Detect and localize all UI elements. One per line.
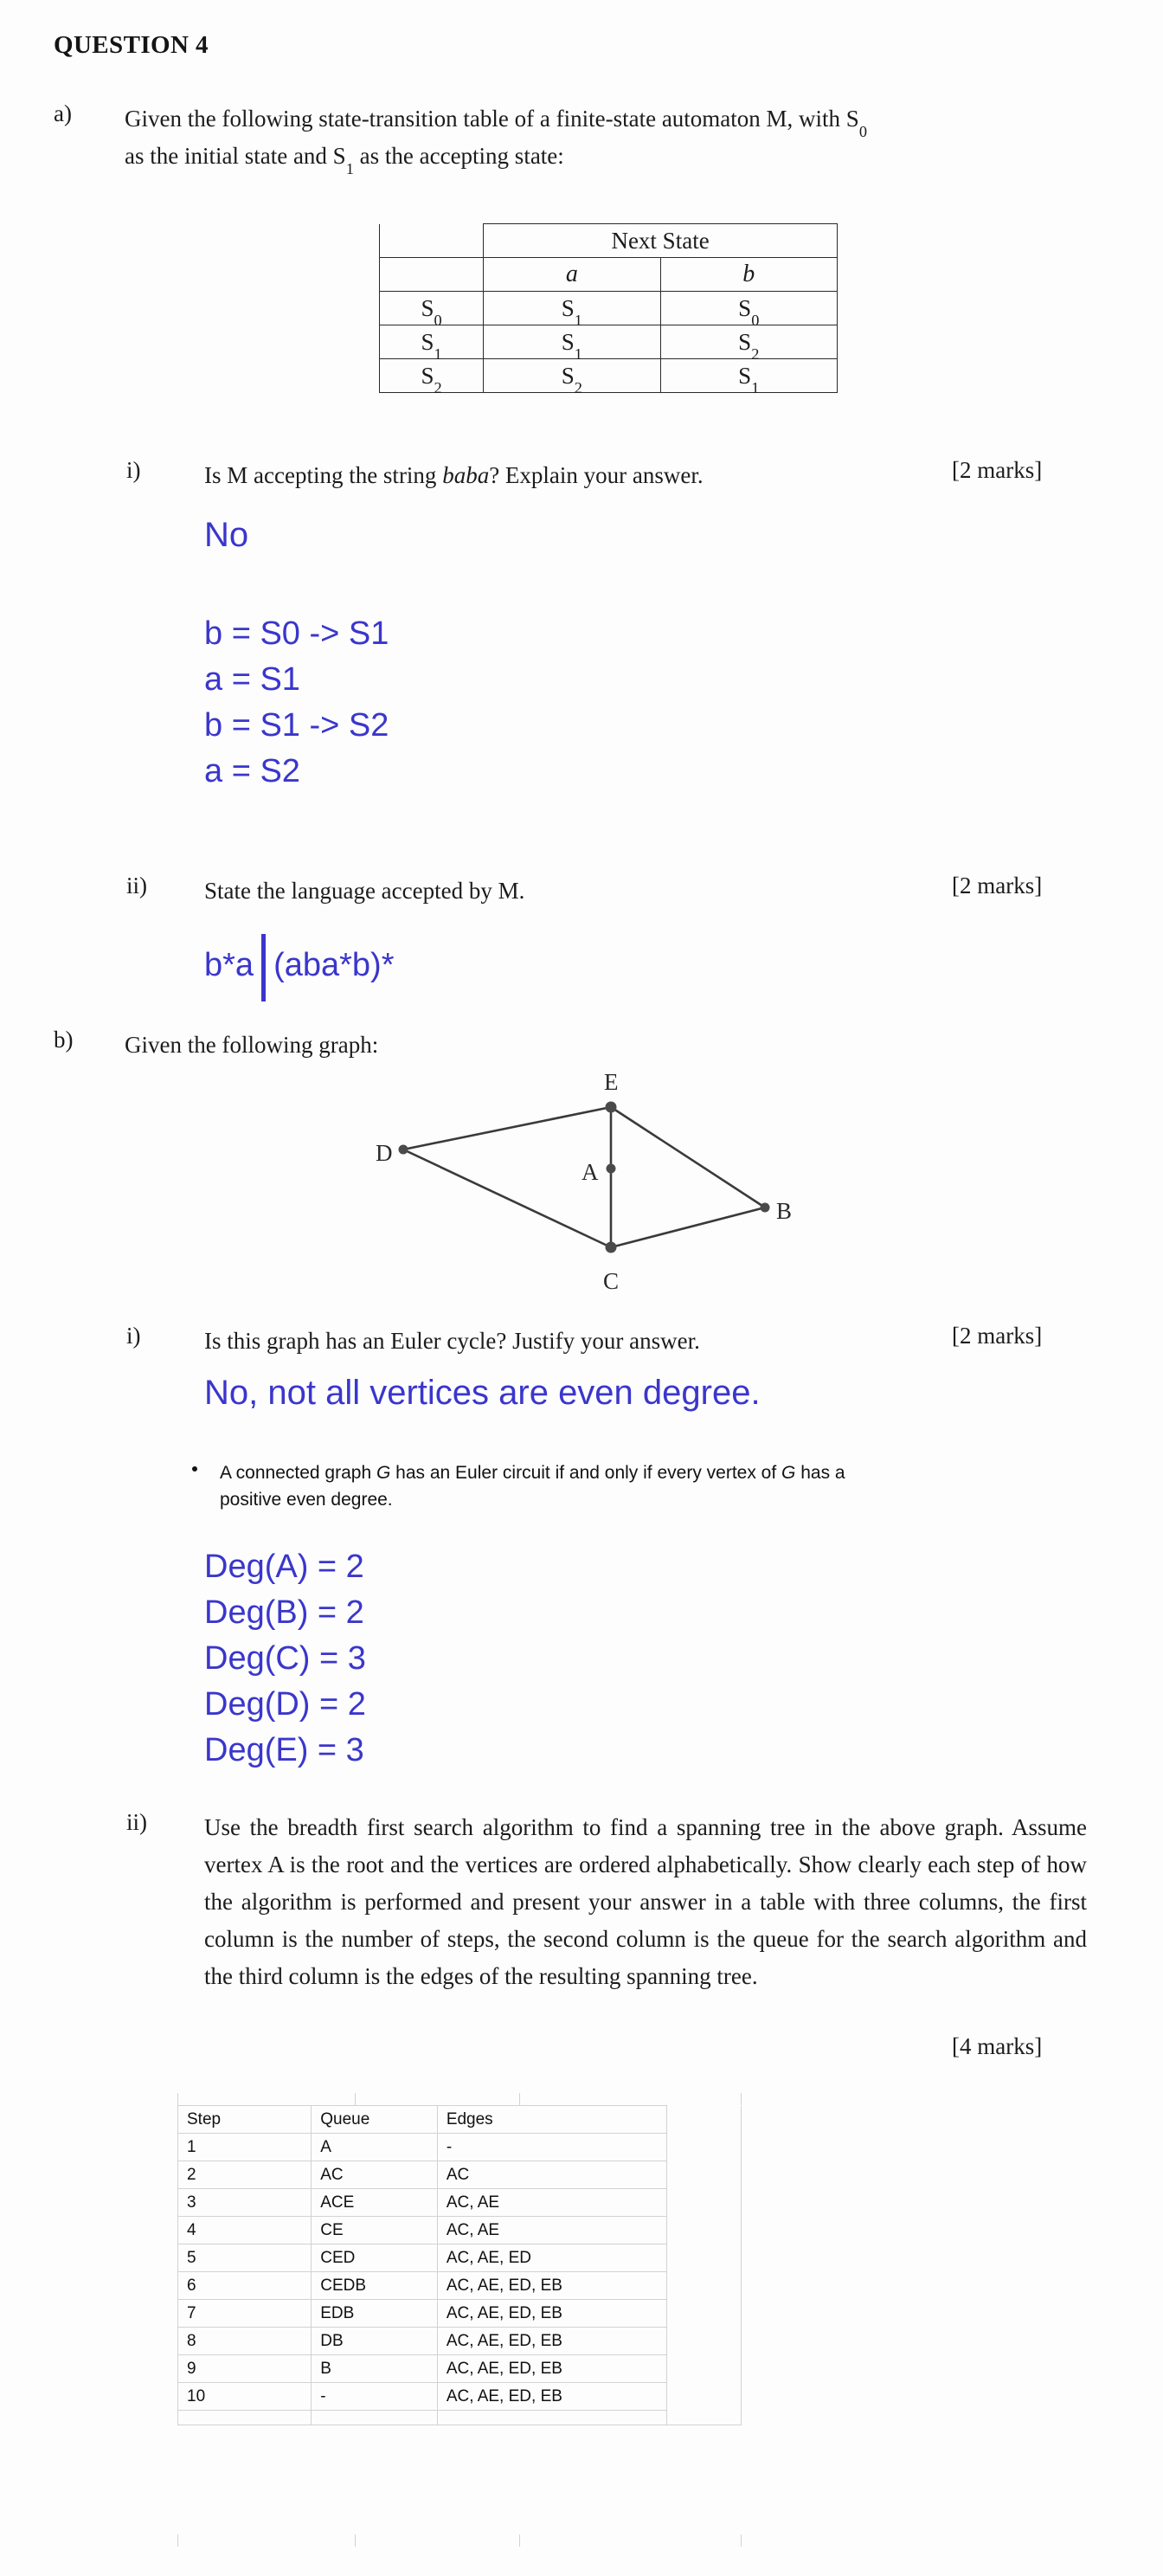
transition-empty-cell xyxy=(380,258,484,292)
language-right-term: (aba*b)* xyxy=(273,947,395,983)
grid-tick xyxy=(519,2093,520,2105)
part-a-prompt-line2-post: as the accepting state: xyxy=(353,143,564,169)
bfs-trailing xyxy=(667,2217,742,2244)
transition-2-b xyxy=(660,359,837,397)
bfs-footer-cell xyxy=(178,2411,312,2425)
vertex-dot-C xyxy=(606,1242,617,1253)
state-transition-table xyxy=(379,223,838,397)
table-row xyxy=(178,2272,742,2300)
a-i-marks: [2 marks] xyxy=(952,457,1043,483)
vertex-label-E: E xyxy=(604,1069,619,1095)
graph-figure xyxy=(346,1060,831,1311)
edge-CB xyxy=(611,1208,765,1247)
grid-tick xyxy=(177,2534,178,2547)
vertex-label-A: A xyxy=(582,1159,599,1185)
note-pre: A connected graph xyxy=(220,1463,376,1483)
grid-tick xyxy=(741,2093,742,2105)
bfs-queue: EDB xyxy=(312,2300,438,2328)
bfs-trailing xyxy=(667,2355,742,2383)
bfs-footer-cell xyxy=(437,2411,666,2425)
bfs-edges: AC, AE, ED, EB xyxy=(437,2355,666,2383)
euler-note-text xyxy=(220,1459,910,1513)
trace-line: b = S1 -> S2 xyxy=(204,707,389,744)
bfs-step: 5 xyxy=(178,2244,312,2272)
bfs-header-edges: Edges xyxy=(437,2106,666,2134)
b-i-question: Is this graph has an Euler cycle? Justify your answer. xyxy=(204,1328,700,1354)
b-ii-marker: ii) xyxy=(126,1809,147,1835)
bfs-trailing xyxy=(667,2189,742,2217)
b-i-marks: [2 marks] xyxy=(952,1323,1043,1349)
vertex-label-D: D xyxy=(376,1140,393,1166)
bfs-step: 6 xyxy=(178,2272,312,2300)
bfs-step: 1 xyxy=(178,2134,312,2161)
bfs-step: 3 xyxy=(178,2189,312,2217)
language-left-term: b*a xyxy=(204,947,254,983)
bfs-queue: CEDB xyxy=(312,2272,438,2300)
grid-tick xyxy=(519,2534,520,2547)
edge-EB xyxy=(611,1107,765,1208)
a-i-question-pre: Is M accepting the string xyxy=(204,462,443,488)
a-i-answer-trace xyxy=(204,611,389,795)
table-row xyxy=(380,325,838,359)
a-i-marker: i) xyxy=(126,457,141,483)
degree-line: Deg(C) = 3 xyxy=(204,1640,366,1677)
vertex-dot-D xyxy=(399,1145,408,1155)
a-ii-marker: ii) xyxy=(126,873,147,898)
note-mid: has an Euler circuit if and only if every vertex of xyxy=(390,1463,782,1483)
bfs-queue: B xyxy=(312,2355,438,2383)
bfs-table-bottom-ticks xyxy=(177,2534,742,2547)
degree-line: Deg(E) = 3 xyxy=(204,1732,364,1768)
part-b-prompt: Given the following graph: xyxy=(125,1032,379,1058)
b-ii-marks: [4 marks] xyxy=(952,2033,1043,2059)
bfs-edges: - xyxy=(437,2134,666,2161)
table-row xyxy=(380,359,838,393)
trace-line: a = S2 xyxy=(204,753,300,789)
transition-state-2 xyxy=(380,359,484,397)
bfs-step: 4 xyxy=(178,2217,312,2244)
transition-state-1 xyxy=(380,325,484,364)
b-i-degree-list xyxy=(204,1544,366,1774)
part-a-prompt-sub0: 0 xyxy=(858,122,867,140)
state-index: 2 xyxy=(574,379,582,397)
bullet-dot-icon xyxy=(192,1466,197,1472)
a-ii-answer-language xyxy=(204,934,394,1001)
vertex-label-C: C xyxy=(603,1268,620,1294)
transition-col-a: a xyxy=(484,258,660,292)
bfs-step: 10 xyxy=(178,2383,312,2411)
state-letter: S xyxy=(738,362,752,389)
part-a-marker: a) xyxy=(54,100,72,126)
b-ii-question: Use the breadth first search algorithm to find a spanning tree in the above graph. Assume vertex A is the root and the vertices are ordered alphabetically. Show clearly each step of how the algorithm is performed and present your answer in a table with three columns, the first column is the number of steps, the second column is the queue for the search algorithm and the third column is the edges of the resulting spanning tree. xyxy=(204,1814,1087,1989)
edge-DE xyxy=(403,1107,611,1150)
state-letter: S xyxy=(561,362,575,389)
part-a-prompt-sub1: 1 xyxy=(345,159,354,177)
bfs-trailing xyxy=(667,2272,742,2300)
bfs-edges: AC, AE, ED, EB xyxy=(437,2328,666,2355)
transition-0-a xyxy=(484,292,660,330)
table-row xyxy=(178,2244,742,2272)
a-ii-question: State the language accepted by M. xyxy=(204,878,525,904)
transition-0-b xyxy=(660,292,837,330)
part-b-marker: b) xyxy=(54,1027,74,1053)
transition-symbol-row xyxy=(380,258,838,292)
edge-DC xyxy=(403,1150,611,1247)
grid-tick xyxy=(355,2534,356,2547)
state-index: 0 xyxy=(434,312,442,330)
state-letter: S xyxy=(421,294,434,321)
transition-header-row xyxy=(380,224,838,258)
bfs-table-footer-row xyxy=(178,2411,742,2425)
a-i-answer-short: No xyxy=(204,516,249,554)
vertex-dot-E xyxy=(606,1102,617,1113)
state-letter: S xyxy=(421,328,434,355)
bfs-result-table xyxy=(177,2105,742,2425)
state-index: 1 xyxy=(574,345,582,364)
bfs-edges: AC, AE, ED xyxy=(437,2244,666,2272)
bfs-edges: AC, AE xyxy=(437,2189,666,2217)
bfs-step: 8 xyxy=(178,2328,312,2355)
bfs-edges: AC, AE xyxy=(437,2217,666,2244)
bfs-trailing xyxy=(667,2134,742,2161)
a-i-question-post: ? Explain your answer. xyxy=(489,462,704,488)
grid-tick xyxy=(741,2534,742,2547)
bfs-queue: ACE xyxy=(312,2189,438,2217)
state-letter: S xyxy=(738,328,752,355)
state-letter: S xyxy=(561,294,575,321)
transition-2-a xyxy=(484,359,660,397)
bfs-queue: AC xyxy=(312,2161,438,2189)
table-row xyxy=(178,2300,742,2328)
table-row xyxy=(178,2189,742,2217)
a-i-question-string: baba xyxy=(442,462,490,488)
transition-next-state-header: Next State xyxy=(484,224,838,258)
graph-svg xyxy=(346,1060,831,1311)
bfs-table-top-ticks xyxy=(177,2093,742,2105)
grid-tick xyxy=(355,2093,356,2105)
vertex-dot-B xyxy=(761,1203,770,1213)
bfs-step: 9 xyxy=(178,2355,312,2383)
state-index: 1 xyxy=(574,312,582,330)
bfs-footer-cell xyxy=(667,2411,742,2425)
bfs-header-step: Step xyxy=(178,2106,312,2134)
transition-corner-cell xyxy=(380,224,484,258)
vertex-dot-A xyxy=(607,1164,616,1174)
note-graph-symbol-1: G xyxy=(376,1463,391,1483)
degree-line: Deg(D) = 2 xyxy=(204,1686,366,1723)
bfs-edges: AC xyxy=(437,2161,666,2189)
bfs-queue: CE xyxy=(312,2217,438,2244)
table-row xyxy=(178,2355,742,2383)
transition-col-b: b xyxy=(660,258,837,292)
state-letter: S xyxy=(738,294,752,321)
state-index: 2 xyxy=(751,345,760,364)
state-letter: S xyxy=(561,328,575,355)
bfs-queue: A xyxy=(312,2134,438,2161)
bfs-edges: AC, AE, ED, EB xyxy=(437,2300,666,2328)
degree-line: Deg(A) = 2 xyxy=(204,1549,364,1585)
state-index: 1 xyxy=(434,345,442,364)
bfs-queue: CED xyxy=(312,2244,438,2272)
bfs-step: 2 xyxy=(178,2161,312,2189)
euler-circuit-note xyxy=(192,1459,910,1513)
table-row xyxy=(178,2383,742,2411)
table-row xyxy=(178,2134,742,2161)
bfs-header-trailing xyxy=(667,2106,742,2134)
part-a-prompt xyxy=(125,100,1094,175)
part-a-prompt-line2-pre: as the initial state and S xyxy=(125,143,346,169)
b-i-answer: No, not all vertices are even degree. xyxy=(204,1374,761,1412)
transition-1-a xyxy=(484,325,660,364)
bfs-trailing xyxy=(667,2383,742,2411)
bfs-queue: DB xyxy=(312,2328,438,2355)
bfs-edges: AC, AE, ED, EB xyxy=(437,2272,666,2300)
table-row xyxy=(178,2328,742,2355)
table-row xyxy=(380,292,838,325)
bfs-trailing xyxy=(667,2161,742,2189)
a-ii-marks: [2 marks] xyxy=(952,873,1043,898)
bfs-trailing xyxy=(667,2328,742,2355)
trace-line: b = S0 -> S1 xyxy=(204,615,389,652)
bfs-step: 7 xyxy=(178,2300,312,2328)
note-graph-symbol-2: G xyxy=(781,1463,796,1483)
grid-tick xyxy=(177,2093,178,2105)
state-index: 1 xyxy=(751,379,760,397)
bfs-footer-cell xyxy=(312,2411,438,2425)
a-i-question xyxy=(204,457,862,494)
state-letter: S xyxy=(421,362,434,389)
degree-line: Deg(B) = 2 xyxy=(204,1594,364,1631)
page-title: QUESTION 4 xyxy=(54,31,209,59)
bfs-header-queue: Queue xyxy=(312,2106,438,2134)
b-i-marker: i) xyxy=(126,1323,141,1349)
vertex-label-B: B xyxy=(776,1198,793,1224)
table-row xyxy=(178,2217,742,2244)
transition-state-0 xyxy=(380,292,484,330)
bfs-header-row xyxy=(178,2106,742,2134)
part-a-prompt-line1: Given the following state-transition table of a finite-state automaton M, with S xyxy=(125,106,859,132)
bfs-trailing xyxy=(667,2300,742,2328)
bfs-queue: - xyxy=(312,2383,438,2411)
note-post: has a positive even degree. xyxy=(220,1463,845,1510)
state-index: 2 xyxy=(434,379,442,397)
table-row xyxy=(178,2161,742,2189)
bfs-edges: AC, AE, ED, EB xyxy=(437,2383,666,2411)
state-index: 0 xyxy=(751,312,760,330)
trace-line: a = S1 xyxy=(204,661,300,698)
transition-1-b xyxy=(660,325,837,364)
alternation-bar-icon xyxy=(261,934,266,1001)
bfs-trailing xyxy=(667,2244,742,2272)
